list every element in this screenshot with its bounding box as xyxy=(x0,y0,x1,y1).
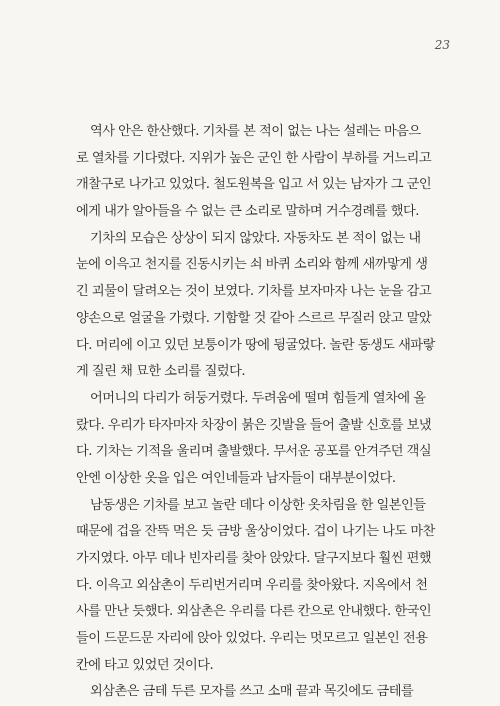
paragraph xyxy=(76,493,434,680)
text-line: 개찰구로 나가고 있었다. 철도원복을 입고 서 있는 남자가 그 군인 xyxy=(76,177,432,193)
text-line: 에게 내가 알아들을 수 없는 큰 소리로 말하며 거수경례를 했다. xyxy=(76,204,419,220)
paragraph xyxy=(76,386,434,493)
text-line: 양손으로 얼굴을 가렸다. 기함할 것 같아 스르르 무질러 앉고 말았 xyxy=(76,310,432,326)
paragraph xyxy=(76,679,434,706)
text-line: 긴 괴물이 달려오는 것이 보였다. 기차를 보자마자 나는 눈을 감고 xyxy=(76,284,432,300)
text-line: 어머니의 다리가 허둥거렸다. 두려움에 떨며 힘들게 열차에 올 xyxy=(90,390,426,406)
paragraph xyxy=(76,226,434,386)
page-number: 23 xyxy=(434,38,450,52)
text-line: 남동생은 기차를 보고 놀란 데다 이상한 옷차림을 한 일본인들 xyxy=(90,497,426,513)
text-line: 때문에 겁을 잔뜩 먹은 듯 금방 울상이었다. 겁이 나기는 나도 마찬 xyxy=(76,524,435,540)
text-line: 다. 기차는 기적을 울리며 출발했다. 무서운 공포를 안겨주던 객실 xyxy=(76,444,432,460)
text-line: 로 열차를 기다렸다. 지위가 높은 군인 한 사람이 부하를 거느리고 xyxy=(76,150,432,166)
text-line: 랐다. 우리가 타자마자 차장이 붉은 깃발을 들어 출발 신호를 보냈 xyxy=(76,417,432,433)
text-line: 사를 만난 듯했다. 외삼촌은 우리를 다른 칸으로 안내했다. 한국인 xyxy=(76,604,432,620)
text-line: 안엔 이상한 옷을 입은 여인네들과 남자들이 대부분이었다. xyxy=(76,470,396,486)
text-line: 외삼촌은 금테 두른 모자를 쓰고 소매 끝과 목깃에도 금테를 xyxy=(90,684,414,700)
paragraph xyxy=(76,119,434,226)
text-line: 다. 이윽고 외삼촌이 두리번거리며 우리를 찾아왔다. 지옥에서 천 xyxy=(76,577,428,593)
body-text xyxy=(76,119,434,706)
text-line: 눈에 이윽고 천지를 진동시키는 쇠 바퀴 소리와 함께 새까맣게 생 xyxy=(76,257,428,273)
text-line: 칸에 타고 있었던 것이다. xyxy=(76,657,214,673)
text-line: 다. 머리에 이고 있던 보퉁이가 땅에 뒹굴었다. 놀란 동생도 새파랗 xyxy=(76,337,435,353)
text-line: 게 질린 채 묘한 소리를 질렀다. xyxy=(76,364,246,380)
text-line: 가지였다. 아무 데나 빈자리를 찾아 앉았다. 달구지보다 훨씬 편했 xyxy=(76,551,432,566)
text-line: 기차의 모습은 상상이 되지 않았다. 자동차도 본 적이 없는 내 xyxy=(90,230,421,246)
text-line: 들이 드문드문 자리에 앉아 있었다. 우리는 멋모르고 일본인 전용 xyxy=(76,631,428,647)
text-line: 역사 안은 한산했다. 기차를 본 적이 없는 나는 설레는 마음으 xyxy=(90,124,421,139)
